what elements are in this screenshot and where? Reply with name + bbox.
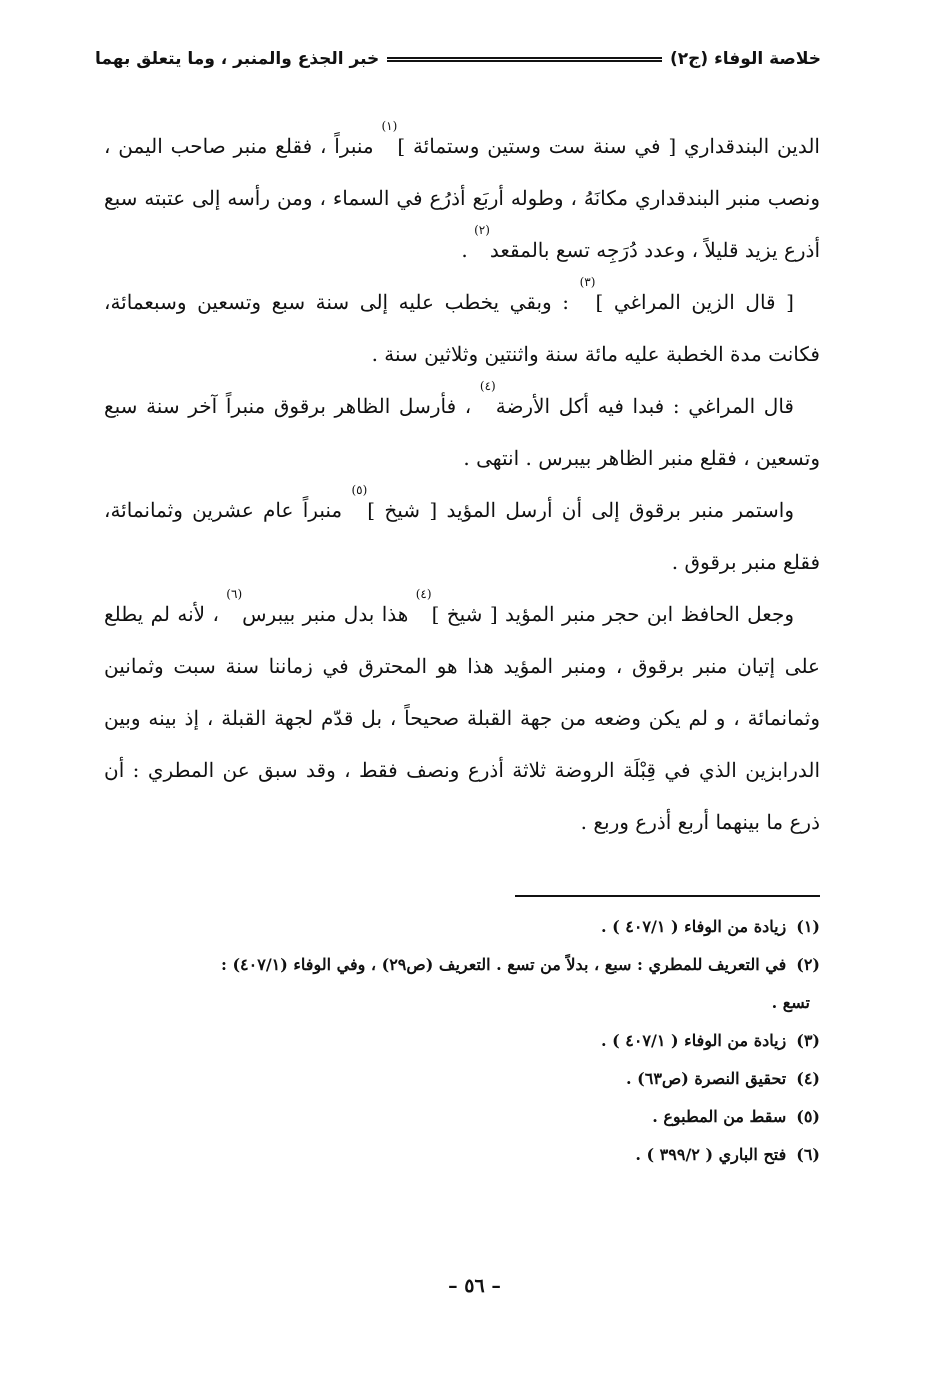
header-double-rule bbox=[387, 57, 662, 62]
footnote-continuation: تسع . bbox=[771, 993, 810, 1012]
body-text-segment: منبراً ، فقلع منبر صاحب اليمن ، ونصب منبر البندقداري مكانَهُ ، وطوله أربَع أذرُع في السماء ، ومن رأسه إلى عتبته سبع أذرع يزيد قليلاً ، وعدد دُرَجِه تسع بالمقعد bbox=[104, 134, 820, 262]
footnote-number: (٢) bbox=[796, 955, 820, 974]
footnote-number: (٦) bbox=[796, 1145, 820, 1164]
footnote-item bbox=[104, 1098, 820, 1136]
body-paragraph bbox=[104, 276, 820, 380]
footnote-ref: (٤) bbox=[415, 587, 432, 601]
book-title: خلاصة الوفاء (ج٢) bbox=[669, 49, 821, 69]
footnote-text: تحقيق النصرة (ص٦٣) . bbox=[626, 1069, 787, 1088]
footnote-item bbox=[104, 1136, 820, 1174]
footnote-ref: (١) bbox=[381, 119, 398, 133]
footnote-ref: (٥) bbox=[351, 483, 368, 497]
footnote-ref: (٢) bbox=[474, 223, 490, 237]
body-paragraph bbox=[104, 588, 820, 848]
footnote-item bbox=[104, 908, 820, 946]
body-text-segment: [ قال الزين المراغي ] bbox=[595, 290, 794, 314]
body-text-segment: منبراً عام عشرين وثمانمائة، فقلع منبر برقوق . bbox=[104, 498, 820, 574]
footnote-item bbox=[104, 1022, 820, 1060]
footnote-text: في التعريف للمطري : سبع ، بدلاً من تسع . التعريف (ص٢٩) ، وفي الوفاء (٤٠٧/١) : bbox=[221, 955, 787, 974]
footnote-ref: (٦) bbox=[226, 587, 243, 601]
body-text-segment: هذا بدل منبر بيبرس bbox=[242, 602, 416, 626]
body-text-segment: ، فأرسل الظاهر برقوق منبراً آخر سنة سبع وتسعين ، فقلع منبر الظاهر بيبرس . انتهى . bbox=[104, 394, 820, 470]
footnote-separator bbox=[515, 895, 820, 897]
body-paragraph bbox=[104, 380, 820, 484]
footnote-item bbox=[104, 946, 820, 984]
footnote-text: زيادة من الوفاء ( ٤٠٧/١ ) . bbox=[600, 917, 787, 936]
body-text-segment: واستمر منبر برقوق إلى أن أرسل المؤيد [ شيخ ] bbox=[367, 498, 794, 522]
footnote-ref: (٣) bbox=[579, 275, 596, 289]
footnote-text: فتح الباري ( ٣٩٩/٢ ) . bbox=[635, 1145, 787, 1164]
footnote-item bbox=[104, 1060, 820, 1098]
body-paragraph bbox=[104, 120, 820, 276]
footnote-number: (١) bbox=[796, 917, 820, 936]
main-text bbox=[104, 120, 820, 848]
page-number: – ٥٦ – bbox=[448, 1275, 501, 1297]
footnote-ref: (٤) bbox=[479, 379, 496, 393]
body-text-segment: ، لأنه لم يطلع على إتيان منبر برقوق ، ومنبر المؤيد هذا هو المحترق في زماننا سنة سبت وثمانين وثمانمائة ، و لم يكن وضعه من جهة القبلة صحيحاً ، بل قدّم لجهة القبلة ، إذ بينه وبين الدرابزين الذي في قِبْلَة الروضة ثلاثة أذرع ونصف فقط ، وقد سبق عن المطري : أن ذرع ما بينهما أربع أذرع وربع . bbox=[104, 602, 820, 834]
footnote-number: (٥) bbox=[796, 1107, 820, 1126]
footnotes bbox=[104, 908, 820, 1174]
body-text-segment: قال المراغي : فبدا فيه أكل الأرضة bbox=[495, 394, 794, 418]
body-paragraph bbox=[104, 484, 820, 588]
running-header bbox=[95, 44, 821, 74]
chapter-title: خبر الجذع والمنبر ، وما يتعلق بهما bbox=[95, 49, 380, 69]
body-text-segment: الدين البندقداري [ في سنة ست وستين وستمائة ] bbox=[397, 134, 820, 158]
footnote-number: (٤) bbox=[796, 1069, 820, 1088]
footnote-text: سقط من المطبوع . bbox=[652, 1107, 787, 1126]
body-text-segment: وجعل الحافظ ابن حجر منبر المؤيد [ شيخ ] bbox=[431, 602, 794, 626]
footnote-text: زيادة من الوفاء ( ٤٠٧/١ ) . bbox=[600, 1031, 787, 1050]
footnote-number: (٣) bbox=[796, 1031, 820, 1050]
body-text-segment: : وبقي يخطب عليه إلى سنة سبع وتسعين وسبعمائة، فكانت مدة الخطبة عليه مائة سنة واثنتين وثلاثين سنة . bbox=[104, 290, 820, 366]
body-text-segment: . bbox=[461, 238, 475, 262]
